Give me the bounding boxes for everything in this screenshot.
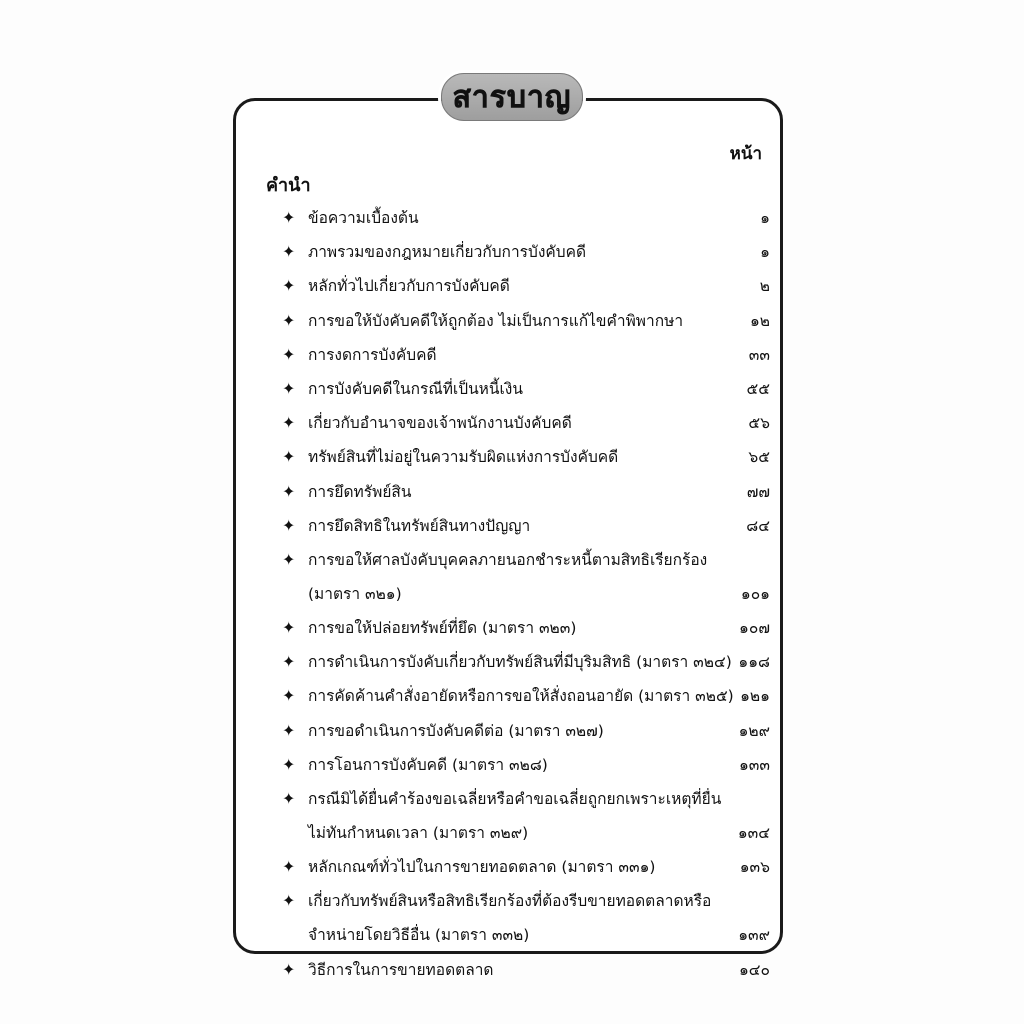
toc-entry <box>282 681 770 711</box>
toc-entry <box>282 886 770 950</box>
star-bullet-icon: ✦ <box>282 891 296 911</box>
toc-entry-line: ไม่ทันกำหนดเวลา (มาตรา ๓๒๙) <box>308 824 529 842</box>
toc-entry-title <box>308 886 770 950</box>
star-bullet-icon: ✦ <box>282 447 296 467</box>
toc-entry-line: การบังคับคดีในกรณีที่เป็นหนี้เงิน <box>308 379 523 398</box>
star-bullet-icon: ✦ <box>282 310 296 330</box>
star-bullet-icon: ✦ <box>282 618 296 638</box>
toc-entry-title <box>308 852 770 882</box>
toc-page-number: ๓๓ <box>748 345 770 364</box>
toc-entry-title <box>308 203 770 233</box>
page-column-header: หน้า <box>729 144 762 164</box>
toc-entry <box>282 306 770 336</box>
star-bullet-icon: ✦ <box>282 481 296 501</box>
toc-entry <box>282 511 770 541</box>
toc-entry-line: การคัดค้านคำสั่งอายัดหรือการขอให้สั่งถอนอายัด (มาตรา ๓๒๕) <box>308 687 734 706</box>
toc-entry <box>282 784 770 848</box>
star-bullet-icon: ✦ <box>282 652 296 672</box>
toc-entry <box>282 477 770 507</box>
toc-entry <box>282 271 770 301</box>
star-bullet-icon: ✦ <box>282 959 296 979</box>
toc-entry-line: กรณีมิได้ยื่นคำร้องขอเฉลี่ยหรือคำขอเฉลี่ยถูกยกเพราะเหตุที่ยื่น <box>308 790 722 808</box>
toc-entry-line: การขอให้บังคับคดีให้ถูกต้อง ไม่เป็นการแก้ไขคำพิพากษา <box>308 311 684 330</box>
toc-entry-line: การขอดำเนินการบังคับคดีต่อ (มาตรา ๓๒๗) <box>308 721 604 740</box>
toc-entry-title <box>308 716 770 746</box>
toc-entry-title <box>308 442 770 472</box>
toc-entry-title <box>308 477 770 507</box>
toc-entry-title <box>308 340 770 370</box>
star-bullet-icon: ✦ <box>282 789 296 808</box>
toc-entry-title <box>308 511 770 541</box>
star-bullet-icon: ✦ <box>282 686 296 706</box>
toc-entry-title <box>308 374 770 404</box>
star-bullet-icon: ✦ <box>282 754 296 774</box>
toc-entry-title <box>308 750 770 780</box>
toc-entry-line: (มาตรา ๓๒๑) <box>308 584 402 603</box>
toc-entry-line: การยึดทรัพย์สิน <box>308 482 412 501</box>
toc-entry-line: จำหน่ายโดยวิธีอื่น (มาตรา ๓๓๒) <box>308 926 530 945</box>
toc-entry <box>282 374 770 404</box>
toc-entry <box>282 613 770 643</box>
toc-entry-line: เกี่ยวกับอำนาจของเจ้าพนักงานบังคับคดี <box>308 414 572 433</box>
toc-page-number: ๑๓๙ <box>738 926 770 945</box>
toc-entry-line: การดำเนินการบังคับเกี่ยวกับทรัพย์สินที่มีบุริมสิทธิ (มาตรา ๓๒๔) <box>308 653 732 672</box>
toc-page-number: ๑๒๙ <box>738 721 770 740</box>
toc-page-number: ๑๓๖ <box>739 858 770 877</box>
toc-entry-title <box>308 545 770 609</box>
toc-page-number: ๑๐๑ <box>740 584 770 603</box>
toc-page-number: ๑๔๐ <box>738 960 770 979</box>
toc-entry-line: ทรัพย์สินที่ไม่อยู่ในความรับผิดแห่งการบังคับคดี <box>308 448 619 467</box>
toc-page-number: ๑๐๗ <box>739 619 770 638</box>
star-bullet-icon: ✦ <box>282 276 296 296</box>
toc-entry <box>282 750 770 780</box>
toc-entry-line: การขอให้ปล่อยทรัพย์ที่ยึด (มาตรา ๓๒๓) <box>308 619 577 638</box>
section-heading-preface: คำนำ <box>266 175 311 196</box>
toc-entry-title <box>308 681 786 711</box>
toc-entry <box>282 545 770 609</box>
toc-list <box>282 203 770 989</box>
toc-page-number: ๑๒ <box>749 311 770 330</box>
toc-entry-title <box>308 955 770 985</box>
toc-entry <box>282 237 770 267</box>
toc-entry-line: ข้อความเบื้องต้น <box>308 209 419 227</box>
toc-entry <box>282 716 770 746</box>
toc-entry-title <box>308 784 773 848</box>
star-bullet-icon: ✦ <box>282 413 296 433</box>
toc-entry-title <box>308 271 770 301</box>
toc-entry-line: การโอนการบังคับคดี (มาตรา ๓๒๘) <box>308 755 548 774</box>
star-bullet-icon: ✦ <box>282 857 296 877</box>
toc-page-number: ๑๑๘ <box>738 653 770 672</box>
star-bullet-icon: ✦ <box>282 549 296 569</box>
toc-entry-line: การงดการบังคับคดี <box>308 345 437 364</box>
star-bullet-icon: ✦ <box>282 378 296 398</box>
toc-entry-title <box>308 613 770 643</box>
toc-page-number: ๕๖ <box>748 414 770 433</box>
page-title: สารบาญ <box>452 79 572 115</box>
toc-entry-line: ภาพรวมของกฎหมายเกี่ยวกับการบังคับคดี <box>308 243 587 262</box>
toc-entry <box>282 852 770 882</box>
toc-entry <box>282 442 770 472</box>
toc-page-number: ๕๕ <box>746 379 770 398</box>
toc-page-number: ๒ <box>759 277 770 296</box>
toc-page-number: ๑๓๓ <box>738 755 770 774</box>
toc-entry <box>282 340 770 370</box>
toc-entry <box>282 203 770 233</box>
toc-page-number: ๑๓๔ <box>737 824 770 842</box>
toc-page-number: ๑ <box>760 243 770 262</box>
toc-entry-line: เกี่ยวกับทรัพย์สินหรือสิทธิเรียกร้องที่ต้องรีบขายทอดตลาดหรือ <box>308 892 712 911</box>
toc-page-number: ๑๒๑ <box>740 687 770 706</box>
toc-page-number: ๗๗ <box>746 482 770 501</box>
star-bullet-icon: ✦ <box>282 242 296 262</box>
toc-entry-title <box>308 306 770 336</box>
toc-page-number: ๖๕ <box>748 448 770 467</box>
toc-entry-line: การยึดสิทธิในทรัพย์สินทางปัญญา <box>308 516 531 535</box>
toc-entry <box>282 408 770 438</box>
toc-entry-line: วิธีการในการขายทอดตลาด <box>308 960 494 979</box>
star-bullet-icon: ✦ <box>282 515 296 535</box>
title-badge <box>441 73 583 121</box>
toc-entry-line: หลักเกณฑ์ทั่วไปในการขายทอดตลาด (มาตรา ๓๓๑) <box>308 858 656 877</box>
toc-entry-title <box>308 408 770 438</box>
toc-entry-title <box>308 647 784 677</box>
toc-entry <box>282 955 770 985</box>
star-bullet-icon: ✦ <box>282 720 296 740</box>
toc-entry-line: การขอให้ศาลบังคับบุคคลภายนอกชำระหนี้ตามสิทธิเรียกร้อง <box>308 550 708 569</box>
star-bullet-icon: ✦ <box>282 344 296 364</box>
toc-entry-line: หลักทั่วไปเกี่ยวกับการบังคับคดี <box>308 277 510 296</box>
toc-entry-title <box>308 237 770 267</box>
toc-entry <box>282 647 770 677</box>
star-bullet-icon: ✦ <box>282 208 296 227</box>
toc-page-number: ๘๔ <box>746 516 770 535</box>
toc-page-number: ๑ <box>760 209 770 227</box>
